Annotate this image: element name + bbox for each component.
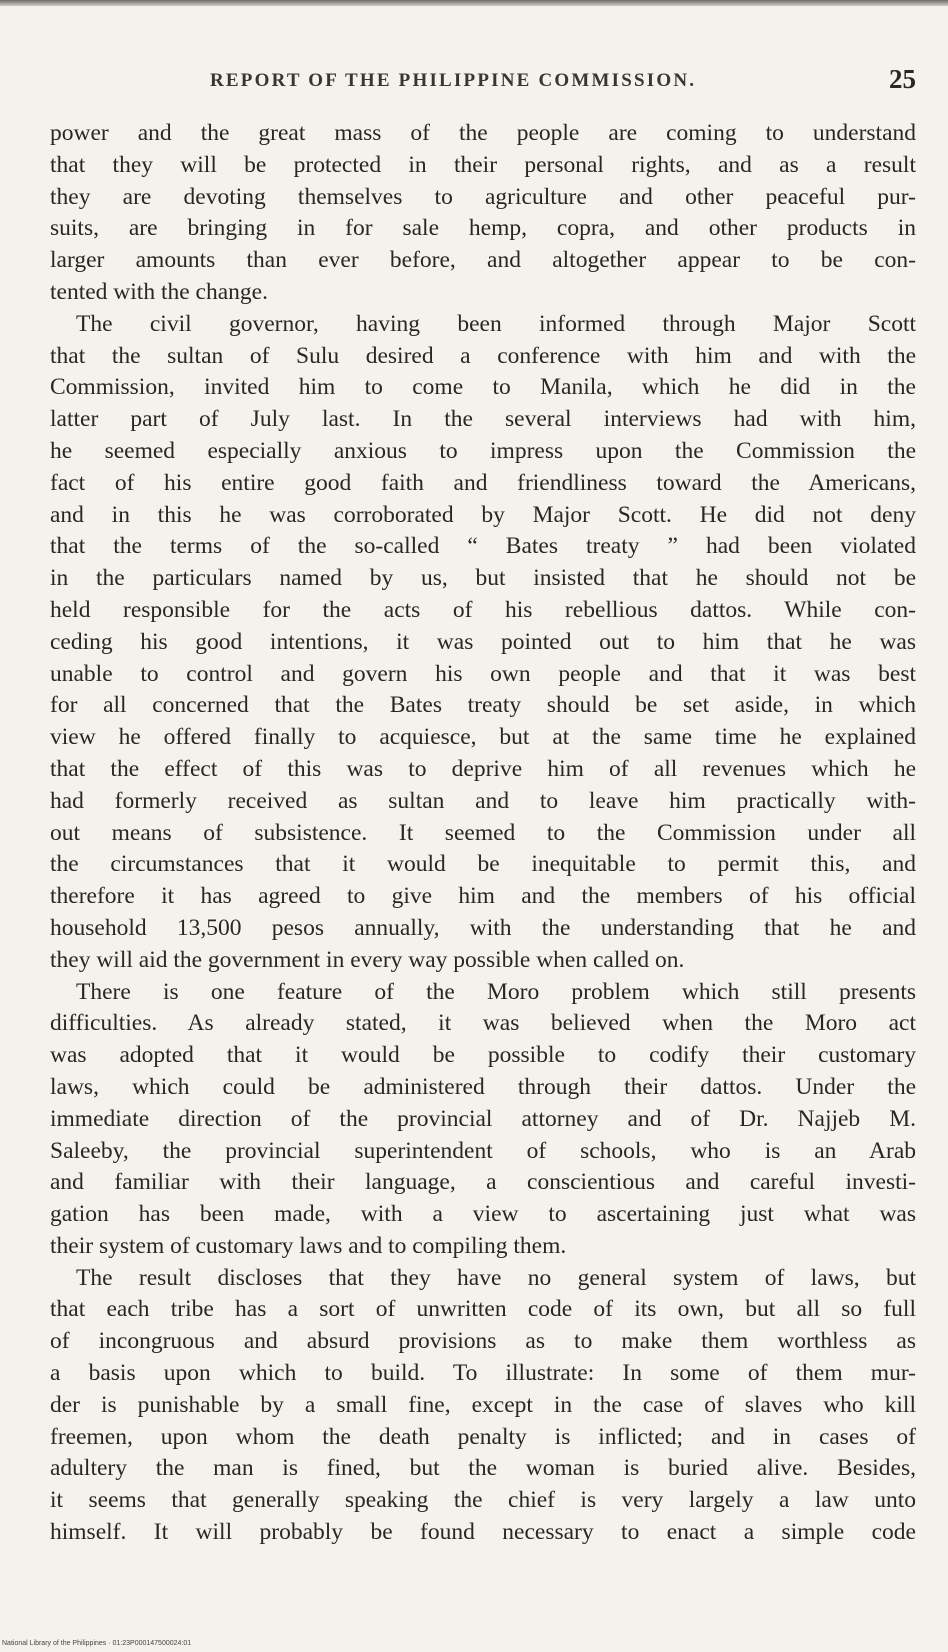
text-line: latter part of July last. In the several interviews had with him,: [50, 406, 916, 433]
text-line: freemen, upon whom the death penalty is inflicted; and in cases of: [50, 1423, 916, 1450]
text-line: household 13,500 pesos annually, with the understanding that he and: [50, 914, 916, 941]
text-line: adultery the man is fined, but the woman is buried alive. Besides,: [50, 1455, 916, 1482]
text-line: had formerly received as sultan and to leave him practically with-: [50, 787, 916, 814]
text-line: he seemed especially anxious to impress upon the Commission the: [50, 437, 916, 464]
text-line: their system of customary laws and to compiling them.: [50, 1232, 567, 1259]
text-line: that they will be protected in their personal rights, and as a result: [50, 151, 916, 178]
text-line: a basis upon which to build. To illustrate: In some of them mur-: [50, 1360, 916, 1387]
page-top-edge: [0, 0, 948, 6]
text-line: of incongruous and absurd provisions as to make them worthless as: [50, 1328, 916, 1355]
text-line: ceding his good intentions, it was pointed out to him that he was: [50, 628, 916, 655]
text-line: fact of his entire good faith and friendliness toward the Americans,: [50, 469, 916, 496]
text-line: that the sultan of Sulu desired a conference with him and with the: [50, 342, 916, 369]
text-line: Saleeby, the provincial superintendent of schools, who is an Arab: [50, 1137, 916, 1164]
text-line: that each tribe has a sort of unwritten code of its own, but all so full: [50, 1296, 916, 1323]
text-line: der is punishable by a small fine, except in the case of slaves who kill: [50, 1391, 916, 1418]
text-line: The result discloses that they have no general system of laws, but: [76, 1264, 916, 1291]
text-line: immediate direction of the provincial attorney and of Dr. Najjeb M.: [50, 1105, 916, 1132]
text-line: and in this he was corroborated by Major Scott. He did not deny: [50, 501, 916, 528]
text-line: held responsible for the acts of his rebellious dattos. While con-: [50, 596, 916, 623]
text-line: for all concerned that the Bates treaty should be set aside, in which: [50, 692, 916, 719]
running-title: REPORT OF THE PHILIPPINE COMMISSION.: [210, 70, 697, 91]
text-line: it seems that generally speaking the chief is very largely a law unto: [50, 1487, 916, 1514]
text-line: larger amounts than ever before, and altogether appear to be con-: [50, 247, 916, 274]
text-line: view he offered finally to acquiesce, but at the same time he explained: [50, 724, 916, 751]
text-line: was adopted that it would be possible to codify their customary: [50, 1042, 916, 1069]
text-line: himself. It will probably be found necessary to enact a simple code: [50, 1519, 916, 1546]
text-line: There is one feature of the Moro problem which still presents: [76, 978, 916, 1005]
running-head: [50, 64, 916, 96]
scan-credit: National Library of the Philippines · 01:23P000147500024:01: [2, 1640, 192, 1647]
text-line: out means of subsistence. It seemed to the Commission under all: [50, 819, 916, 846]
text-line: The civil governor, having been informed through Major Scott: [76, 310, 916, 337]
text-line: that the terms of the so-called “ Bates treaty ” had been violated: [50, 533, 916, 560]
page-number: 25: [889, 64, 916, 94]
text-line: they will aid the government in every way possible when called on.: [50, 946, 685, 973]
text-line: gation has been made, with a view to ascertaining just what was: [50, 1201, 916, 1228]
text-line: tented with the change.: [50, 278, 268, 305]
text-line: in the particulars named by us, but insisted that he should not be: [50, 565, 916, 592]
text-line: unable to control and govern his own people and that it was best: [50, 660, 916, 687]
text-line: laws, which could be administered through their dattos. Under the: [50, 1073, 916, 1100]
text-line: difficulties. As already stated, it was believed when the Moro act: [50, 1010, 916, 1037]
text-line: suits, are bringing in for sale hemp, copra, and other products in: [50, 215, 916, 242]
text-line: power and the great mass of the people are coming to understand: [50, 120, 916, 146]
text-line: they are devoting themselves to agriculture and other peaceful pur-: [50, 183, 916, 210]
text-line: therefore it has agreed to give him and the members of his official: [50, 883, 916, 910]
body-text: [50, 118, 916, 1549]
text-line: and familiar with their language, a conscientious and careful investi-: [50, 1169, 916, 1196]
text-line: the circumstances that it would be inequitable to permit this, and: [50, 851, 916, 878]
text-line: that the effect of this was to deprive him of all revenues which he: [50, 755, 916, 782]
text-line: Commission, invited him to come to Manila, which he did in the: [50, 374, 916, 401]
